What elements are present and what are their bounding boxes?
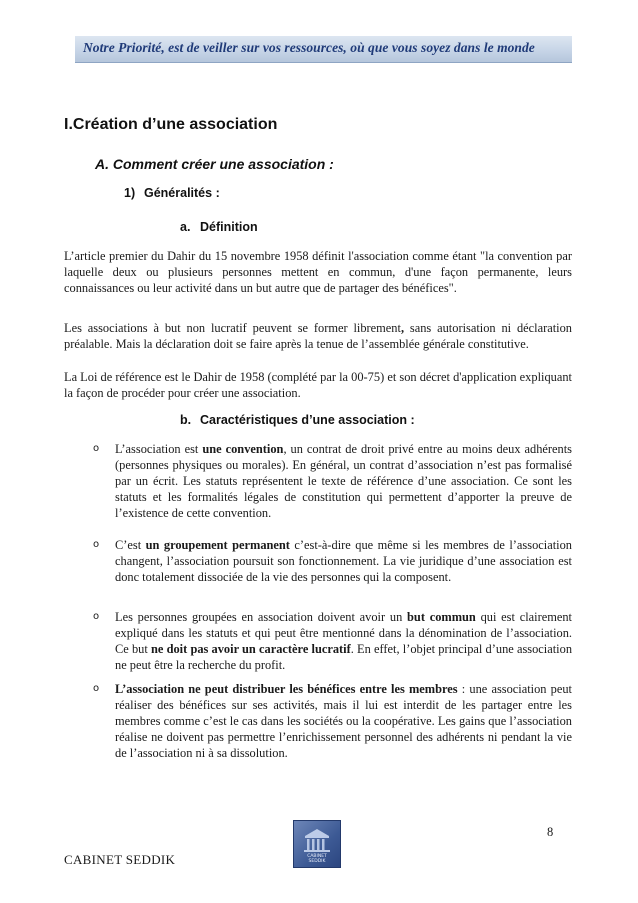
bullet-marker: o xyxy=(93,443,100,454)
list-item-emphasis: une convention xyxy=(202,442,284,456)
heading-generalites xyxy=(124,186,220,200)
list-item-text-part: : une association peut réaliser des bénéfices sur ses activités, mais il lui est interdit de les partager entre les membres comme c’est le cas dans les sociétés ou la coopérative. Les gains que l’association réalise ne doivent pas permettre l’enrichissement personnel des adhérents ni pendant la vie de l’association ni à sa dissolution. xyxy=(115,682,572,760)
list-item-text-part: qui est clairement expliqué dans les statuts et qui peut être mentionné dans la dénomination de l’association. Ce but xyxy=(115,610,572,656)
logo-text xyxy=(294,854,340,864)
heading-generalites-number: 1) xyxy=(124,186,136,200)
heading-definition-label: Définition xyxy=(200,220,258,234)
list-item-text-part: C’est xyxy=(115,538,146,552)
list-item-text xyxy=(115,681,572,761)
heading-caracteristiques-number: b. xyxy=(180,413,192,427)
list-item-text-part: , un contrat de droit privé entre au moins deux adhérents (personnes physiques ou morales). En général, un contrat d’association n’est pas formalisé par un écrit. Les statuts représentent le texte de référence d’une association. Ce sont les statuts et les formalités légales de constitution qui permettent d’apporter la preuve de l’existence de cette convention. xyxy=(115,442,572,520)
list-item-emphasis: but commun xyxy=(407,610,476,624)
banner-slogan: Notre Priorité, est de veiller sur vos ressources, où que vous soyez dans le monde xyxy=(83,40,535,55)
list-item-emphasis: un groupement permanent xyxy=(145,538,290,552)
paragraph-associations-part1: Les associations à but non lucratif peuvent se former librement xyxy=(64,321,401,335)
list-item-text-part: Les personnes groupées en association doivent avoir un xyxy=(115,610,408,624)
list-item-text xyxy=(115,441,572,521)
header-banner xyxy=(75,36,572,63)
list-item-emphasis: L’association ne peut distribuer les bénéfices entre les membres xyxy=(115,682,458,696)
paragraph-associations-part2: sans autorisation ni déclaration préalable. Mais la déclaration doit se faire après la tenue de l’assemblée générale constitutive. xyxy=(64,321,572,351)
bullet-marker: o xyxy=(93,539,100,550)
paragraph-associations-comma: , xyxy=(400,321,405,335)
paragraph-associations xyxy=(64,320,572,352)
list-item-text-part: c’est-à-dire que même si les membres de l’association changent, l’association poursuit son fonctionnement. La vie juridique d’une association est donc totalement dissociée de la vie des personnes qui la composent. xyxy=(115,538,572,584)
list-item-emphasis: ne doit pas avoir un caractère lucratif xyxy=(151,642,351,656)
heading-definition-number: a. xyxy=(180,220,191,234)
paragraph-loi: La Loi de référence est le Dahir de 1958 (complété par la 00-75) et son décret d'application expliquant la façon de procéder pour créer une association. xyxy=(64,370,572,400)
heading-caracteristiques-label: Caractéristiques d’une association : xyxy=(200,413,415,427)
logo-text-line2: SEDDIK xyxy=(308,859,326,864)
section-subtitle: A. Comment créer une association : xyxy=(95,156,334,172)
heading-caracteristiques xyxy=(180,413,415,427)
logo-text-line1: CABINET xyxy=(307,854,327,859)
paragraph-definition: L’article premier du Dahir du 15 novembre 1958 définit l'association comme étant "la convention par laquelle deux ou plusieurs personnes mettent en commun, d'une façon permanente, leurs connaissances ou leur activité dans un but autre que de partager des bénéfices". xyxy=(64,249,572,295)
list-item-text xyxy=(115,609,572,673)
bullet-marker: o xyxy=(93,611,100,622)
list-item-text-part: L’association est xyxy=(115,442,203,456)
bullet-marker: o xyxy=(93,683,100,694)
cabinet-logo xyxy=(293,820,341,868)
heading-definition xyxy=(180,220,258,234)
section-title: I.Création d’une association xyxy=(64,116,278,133)
list-item-text xyxy=(115,537,572,585)
footer-company: CABINET SEDDIK xyxy=(64,852,176,867)
heading-generalites-label: Généralités : xyxy=(144,186,220,200)
list-item-text-part: . En effet, l’objet principal d’une association ne peut être la recherche du profit. xyxy=(115,642,573,672)
page-number: 8 xyxy=(547,825,554,839)
